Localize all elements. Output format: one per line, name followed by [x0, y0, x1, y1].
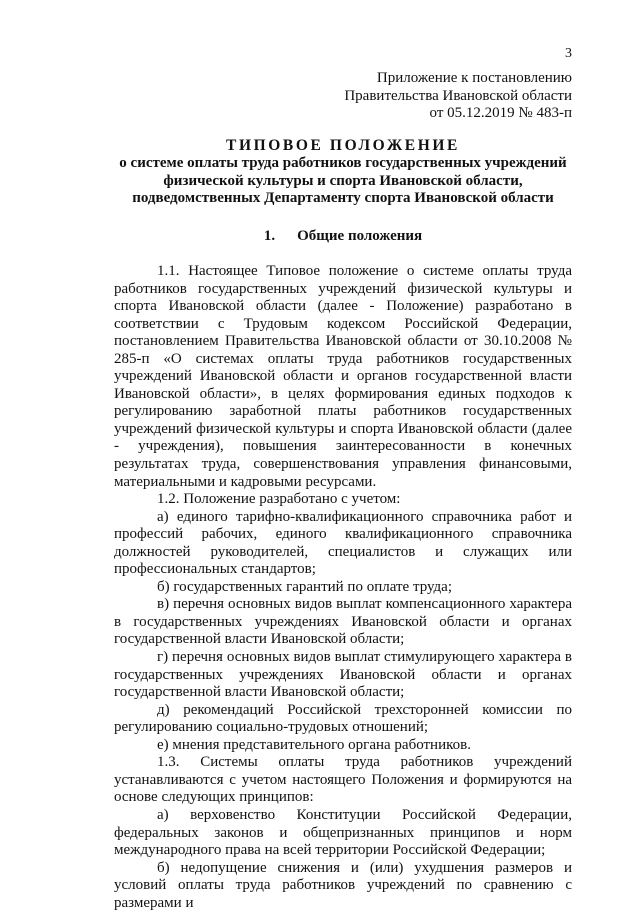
appendix-note — [344, 70, 572, 123]
paragraph: е) мнения представительного органа работников. — [157, 736, 471, 753]
paragraph: 1.1. Настоящее Типовое положение о системе оплаты труда работников государственных учреждений физической культуры и спорта Ивановской области (далее - Положение) разработано в соответствии с Трудовым кодексом Российской Федерации, постановлением Правительства Ивановской области от 30.10.2008 № 285-п «О системах оплаты труда работников государственных учреждений Ивановской области и органов государственной власти Ивановской области», в целях формирования единых подходов к регулированию заработной платы работников государственных учреждений физической культуры и спорта Ивановской области (далее - учреждения), повышения заинтересованности в конечных результатах труда, совершенствования управления финансовыми, материальными и кадровыми ресурсами. — [114, 263, 572, 490]
section-heading — [114, 227, 572, 245]
paragraph: 1.3. Системы оплаты труда работников учреждений устанавливаются с учетом настоящего Положения и формируются на основе следующих принципов: — [114, 754, 572, 806]
section-title: Общие положения — [297, 228, 423, 244]
document-title: ТИПОВОЕ ПОЛОЖЕНИЕ — [226, 137, 460, 154]
paragraph: г) перечня основных видов выплат стимулирующего характера в государственных учреждениях Ивановской области и органах государственной власти Ивановской области; — [114, 649, 572, 701]
paragraph: в) перечня основных видов выплат компенсационного характера в государственных учреждениях Ивановской области и органах государственной власти Ивановской области; — [114, 596, 572, 648]
appendix-line-2: Правительства Ивановской области — [344, 87, 572, 104]
body-text — [114, 263, 572, 912]
appendix-line-1: Приложение к постановлению — [376, 70, 572, 86]
paragraph: б) государственных гарантий по оплате труда; — [157, 578, 453, 595]
paragraph: а) единого тарифно-квалификационного справочника работ и профессий рабочих, единого квалификационного справочника должностей руководителей, специалистов и служащих или профессиональных стандартов; — [114, 508, 572, 578]
paragraph: б) недопущение снижения и (или) ухудшения размеров и условий оплаты труда работников учреждений по сравнению с размерами и — [114, 859, 572, 911]
document-subtitle: о системе оплаты труда работников государственных учреждений физической культуры и спорта Ивановской области, подведомственных Департаменту спорта Ивановской области — [119, 155, 567, 206]
document-title-block — [114, 137, 572, 208]
appendix-line-3: от 05.12.2019 № 483-п — [429, 105, 572, 121]
section-number: 1. — [263, 228, 276, 244]
page-number: 3 — [565, 46, 572, 61]
paragraph: а) верховенство Конституции Российской Федерации, федеральных законов и общепризнанных принципов и норм международного права на всей территории Российской Федерации; — [114, 806, 572, 859]
paragraph: д) рекомендаций Российской трехсторонней комиссии по регулированию социально-трудовых отношений; — [114, 701, 572, 736]
paragraph: 1.2. Положение разработано с учетом: — [157, 491, 401, 508]
